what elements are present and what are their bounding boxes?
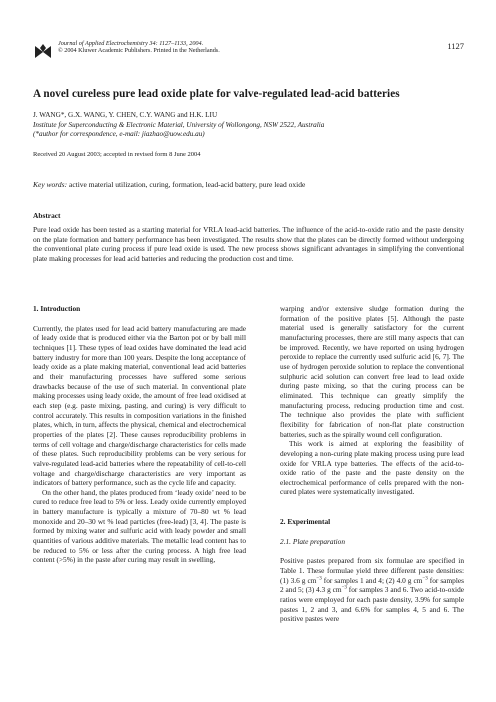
journal-citation: Journal of Applied Electrochemistry 34: 1127–1133, 2004. bbox=[58, 40, 204, 47]
keywords-list: active material utilization, curing, formation, lead-acid battery, pure lead oxide bbox=[68, 180, 306, 189]
page-header bbox=[33, 40, 464, 66]
subsection-heading-plate-preparation: 2.1. Plate preparation bbox=[280, 536, 345, 546]
author-list: J. WANG*, G.X. WANG, Y. CHEN, C.Y. WANG and H.K. LIU bbox=[33, 111, 218, 119]
paragraph: warping and/or extensive sludge formation during the formation of the positive plates [5]. Although the paste material used is generally satisfactory for the current manufacturing processes, there are still many aspects that can be improved. Recently, we have reported on using hydrogen peroxide to replace the currently used sulfuric acid [6, 7]. The use of hydrogen peroxide solution to replace the conventional sulphuric acid solution can convert free lead to lead oxide during paste mixing, so that the curing process can be eliminated. This technique can greatly simplify the manufacturing process, reducing production time and cost. The technique also provides the plate with sufficient flexibility for fabrication of non-flat plate construction batteries, such as the spirally wound cell configuration. bbox=[280, 304, 464, 439]
paragraph: Currently, the plates used for lead acid battery manufacturing are made of leady oxide that is produced either via the Barton pot or by ball mill techniques [1]. These types of lead oxides have dominated the lead acid battery industry for more than 100 years. Despite the long acceptance of leady oxide as a plate making material, conventional lead acid batteries and their manufacturing processes have suffered some serious drawbacks because of the use of such material. In conventional plate making processes using leady oxide, the amount of free lead oxidised at each step (e.g. paste mixing, pasting, and curing) is very difficult to control accurately. This results in composition variations in the finished plates, which, in turn, affects the physical, chemical and electrochemical properties of the plates [2]. These causes reproducibility problems in terms of cell voltage and charge/discharge characteristics for cells made of these plates. Such reproducibility problems can be very serious for valve-regulated lead-acid batteries where the repeatability of cell-to-cell voltage and charge/discharge characteristics are very important as indicators of battery performance, such as the cycle life and capacity. bbox=[33, 323, 246, 488]
affiliation: Institute for Superconducting & Electronic Material, University of Wollongong, NSW 2522, Australia bbox=[33, 120, 325, 129]
abstract-heading: Abstract bbox=[33, 211, 61, 220]
paragraph: This work is aimed at exploring the feasibility of developing a non-curing plate making process using pure lead oxide for VRLA type batteries. The effects of the acid-to-oxide ratio of the paste and the paste density on the electrochemical performance of cells prepared with the non-cured plates were systematically investigated. bbox=[280, 439, 464, 497]
page-number: 1127 bbox=[447, 41, 464, 51]
section-heading-introduction: 1. Introduction bbox=[33, 304, 81, 313]
keywords bbox=[33, 180, 464, 189]
paper-title: A novel cureless pure lead oxide plate for valve-regulated lead-acid batteries bbox=[33, 88, 400, 100]
keywords-label: Key words: bbox=[33, 180, 68, 189]
publisher-logo-icon bbox=[33, 42, 53, 62]
correspondence: (*author for correspondence, e-mail: jiazhao@uow.edu.au) bbox=[33, 130, 205, 139]
right-column bbox=[280, 304, 464, 624]
received-dates: Received 20 August 2003; accepted in revised form 8 June 2004 bbox=[33, 151, 201, 158]
section-heading-experimental: 2. Experimental bbox=[280, 517, 331, 527]
left-column bbox=[33, 304, 246, 565]
author-block bbox=[33, 111, 324, 140]
abstract-text: Pure lead oxide has been tested as a starting material for VRLA lead-acid batteries. The influence of the acid-to-oxide ratio and the paste density on the plate formation and battery performance has been investigated. The results show that the plates can be directly formed without undergoing the conventional plate curing process if pure lead oxide is used. The new process shows significant advantages in simplifying the conventional plate making processes for lead acid batteries and reducing the production cost and time. bbox=[33, 225, 464, 263]
journal-info bbox=[58, 40, 220, 55]
copyright-line: © 2004 Kluwer Academic Publishers. Printed in the Netherlands. bbox=[58, 47, 220, 55]
paragraph: On the other hand, the plates produced from ‘leady oxide’ need to be cured to reduce free lead to 5% or less. Leady oxide currently employed in battery manufacture is typically a mixture of 70–80 wt % lead monoxide and 20–30 wt % lead particles (free-lead) [3, 4]. The paste is formed by mixing water and sulfuric acid with leady powder and small quantities of various additive materials. The metallic lead content has to be reduced to 5% or less after the curing process. A high free lead content (>5%) in the paste after curing may result in swelling, bbox=[33, 487, 246, 565]
paragraph: Positive pastes prepared from six formulae are specified in Table 1. These formulae yield three different paste densities: (1) 3.6 g $cm^{-3}$ for samples 1 and 4; (2) 4.0 g $cm^{-3}$ for samples 2 and 5; (3) 4.3 g $cm^{-3}$ for samples 3 and 6. Two acid-to-oxide ratios were employed for each paste density, 3.9% for sample pastes 1, 2 and 3, and 6.6% for samples 4, 5 and 6. The positive pastes were bbox=[280, 556, 465, 624]
